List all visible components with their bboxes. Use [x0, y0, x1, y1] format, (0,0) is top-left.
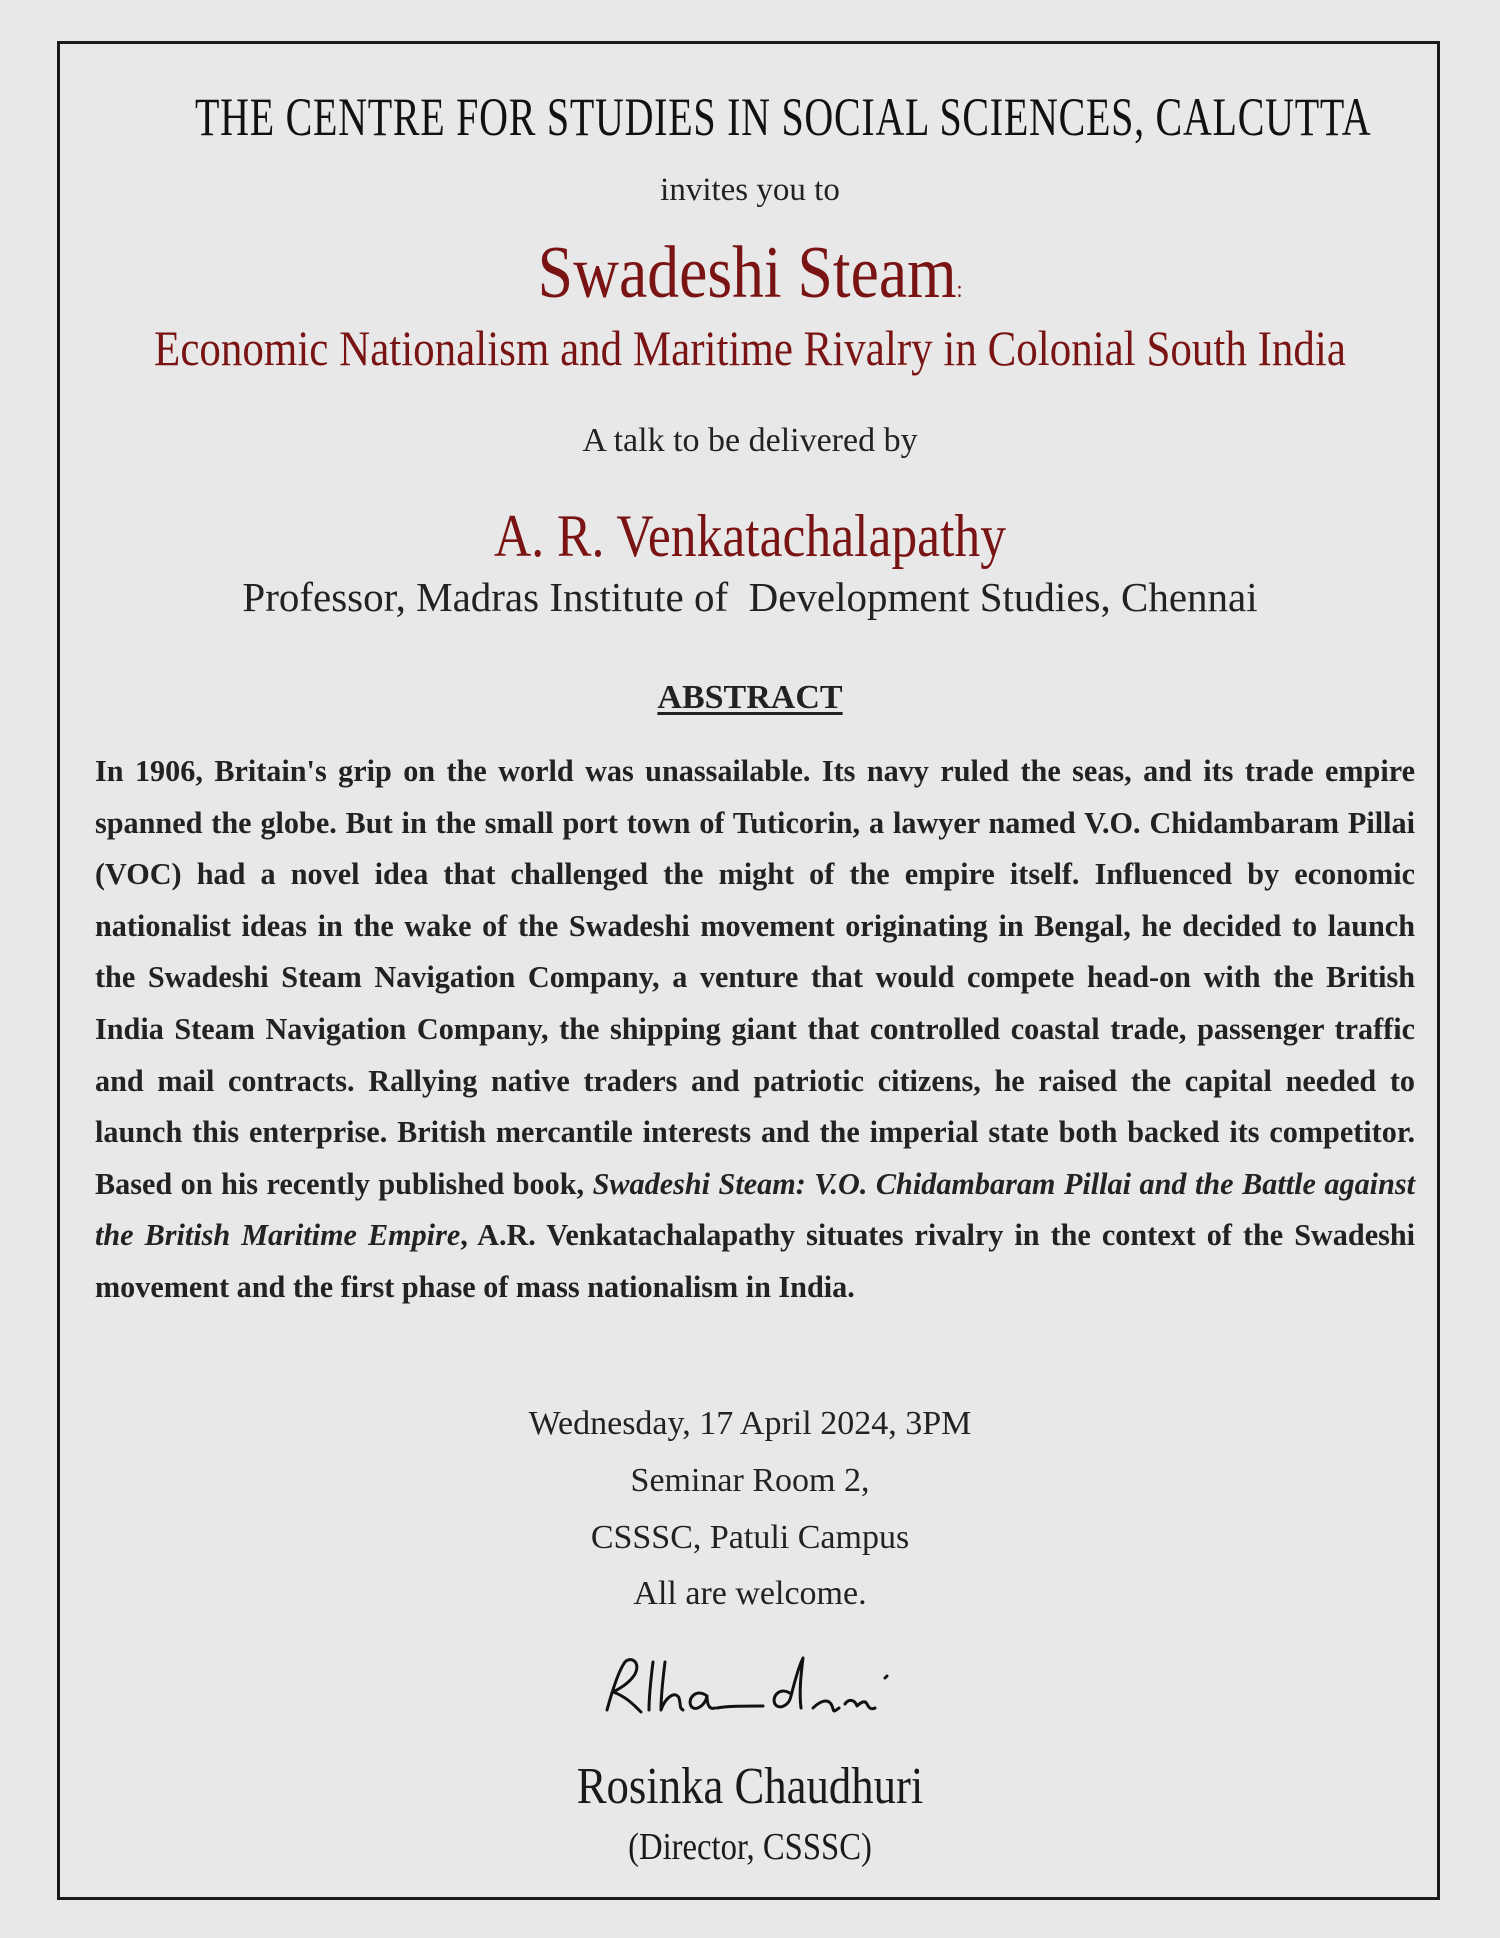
speaker-affiliation: Professor, Madras Institute of Development Studies, Chennai [242, 574, 1258, 620]
book-title: Swadeshi Steam: V.O. Chidambaram Pillai and the Battle against the British Maritime Empire [95, 1166, 1415, 1253]
talk-title-colon: : [956, 277, 963, 303]
abstract-text-part2: , A.R. Venkatachalapathy situates rivalry in the context of the Swadeshi movement and the first phase of mass nationalism in India. [95, 1218, 1416, 1304]
director-signature [595, 1648, 895, 1728]
event-welcome: All are welcome. [633, 1575, 867, 1612]
abstract-text [95, 746, 1415, 1314]
director-name: Rosinka Chaudhuri [576, 1758, 924, 1815]
event-room: Seminar Room 2, [630, 1462, 870, 1499]
delivered-by-line: A talk to be delivered by [582, 422, 918, 459]
abstract-heading: ABSTRACT [657, 679, 843, 716]
talk-title-text: Swadeshi Steam [537, 232, 957, 314]
director-title: (Director, CSSSC) [628, 1826, 872, 1868]
event-campus: CSSSC, Patuli Campus [590, 1519, 910, 1556]
invites-line: invites you to [660, 172, 840, 208]
talk-subtitle: Economic Nationalism and Maritime Rivalry in Colonial South India [154, 320, 1346, 376]
institute-name: THE CENTRE FOR STUDIES IN SOCIAL SCIENCES, CALCUTTA [195, 87, 1372, 147]
abstract-text-part1: In 1906, Britain's grip on the world was unassailable. Its navy ruled the seas, and its trade empire spanned the globe. But in the small port town of Tuticorin, a lawyer named V.O. Chidambaram Pillai (VOC) had a novel idea that challenged the might of the empire itself. Influenced by economic nationalist ideas in the wake of the Swadeshi movement originating in Bengal, he decided to launch the Swadeshi Steam Navigation Company, a venture that would compete head-on with the British India Steam Navigation Company, the shipping giant that controlled coastal trade, passenger traffic and mail contracts. Rallying native traders and patriotic citizens, he raised the capital needed to launch this enterprise. British mercantile interests and the imperial state both backed its competitor. Based on his recently published book, [95, 754, 1415, 1201]
event-datetime: Wednesday, 17 April 2024, 3PM [528, 1405, 972, 1442]
speaker-name: A. R. Venkatachalapathy [493, 503, 1007, 569]
